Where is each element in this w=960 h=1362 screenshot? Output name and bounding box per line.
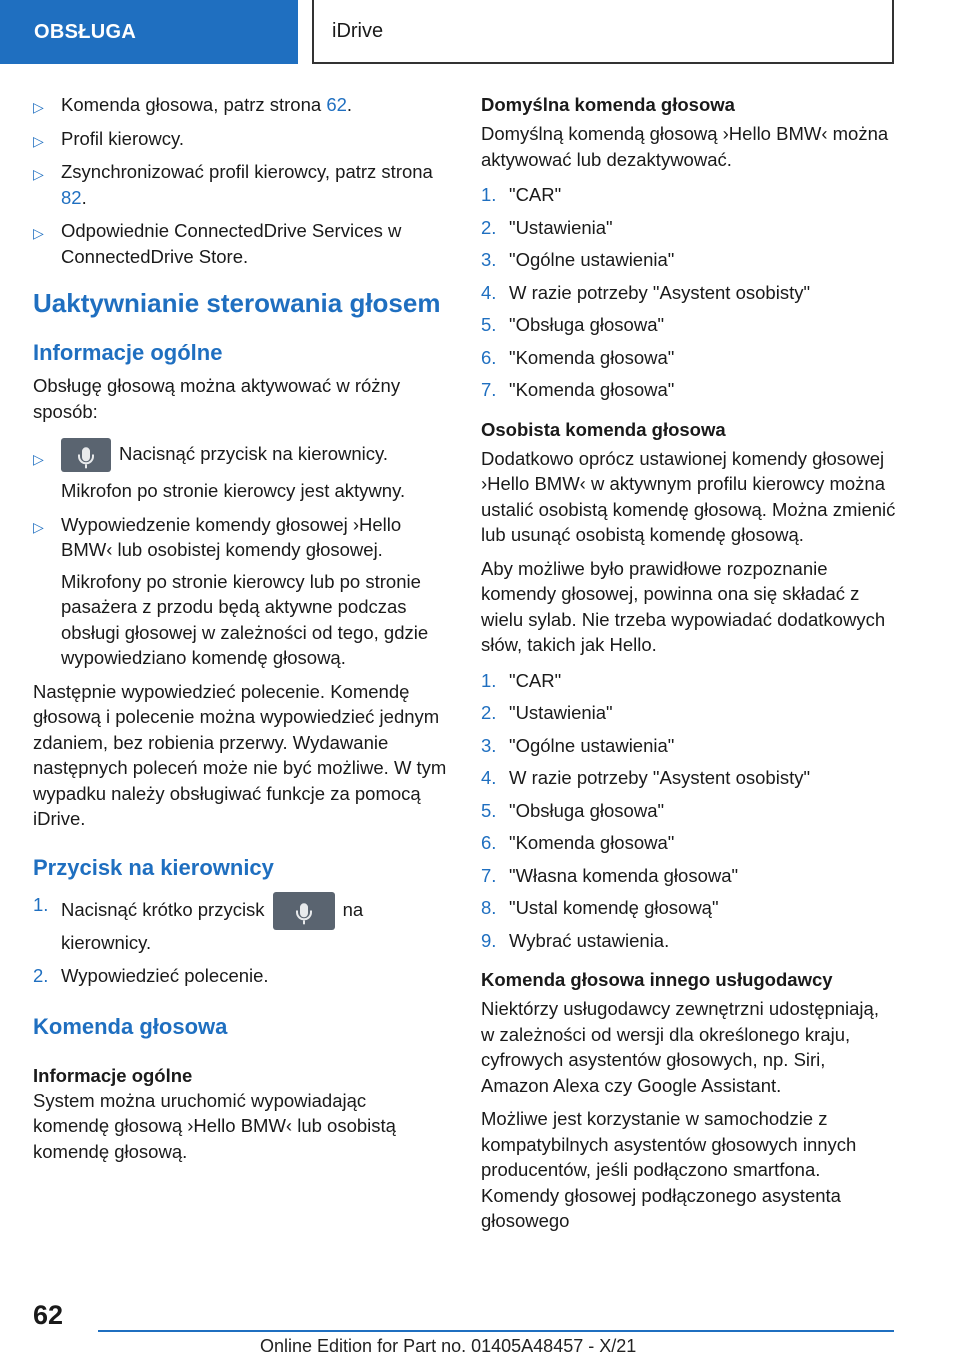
- list-item: ▷ Wypowiedzenie komendy głosowej ›Hello BMW‹ lub osobistej komendy głosowej.: [33, 513, 402, 560]
- step-item: 2. Wypowiedzieć polecenie.: [33, 965, 269, 986]
- step-item: 5. "Obsługa głosowa": [481, 799, 665, 821]
- list-item: ▷ Komenda głosowa, patrz strona 62.: [33, 92, 447, 118]
- paragraph: System można uruchomić wypowiadając komendę głosową ›Hello BMW‹ lub osobistą komendę głosową.: [33, 1089, 396, 1162]
- section-heading: Uaktywnianie sterowania głosem: [33, 288, 441, 318]
- edition-note: Online Edition for Part no. 01405A48457 - X/21: [260, 1336, 637, 1356]
- paragraph: Dodatkowo oprócz ustawionej komendy głosowej ›Hello BMW‹ w aktywnym profilu kierowcy można ustalić osobistą komendę głosową. Można zmienić lub usunąć osobistą komendę głosową.: [481, 447, 896, 545]
- paragraph: Możliwe jest korzystanie w samochodzie z kompatybilnych asystentów głosowych innych producentów, jeśli podłączono smartfona. Komendy głosowej podłączonego asystenta głosowego: [481, 1108, 857, 1231]
- triangle-bullet-icon: ▷: [33, 99, 44, 115]
- section-title: OBSŁUGA: [34, 20, 137, 43]
- step-item: 7. "Własna komenda głosowa": [481, 864, 739, 886]
- personal-steps-list: [481, 668, 897, 954]
- page-link[interactable]: 62: [326, 94, 347, 115]
- step-item: 6. "Komenda głosowa": [481, 832, 675, 853]
- step-item: 3. "Ogólne ustawienia": [481, 734, 675, 756]
- microphone-button-icon: [61, 438, 111, 472]
- triangle-bullet-icon: ▷: [33, 451, 44, 467]
- step-item: 7. "Komenda głosowa": [481, 379, 675, 400]
- paragraph: Obsługę głosową można aktywować w różny sposób:: [33, 375, 401, 422]
- list-item: ▷ Zsynchronizować profil kierowcy, patrz strona 82.: [33, 161, 433, 208]
- step-item: 1. "CAR": [481, 669, 562, 691]
- triangle-bullet-icon: ▷: [33, 225, 44, 241]
- step-item: 2. "Ustawienia": [481, 216, 613, 238]
- list-item: ▷ Odpowiednie ConnectedDrive Services w ConnectedDrive Store.: [33, 220, 402, 267]
- chapter-header: [312, 0, 894, 64]
- triangle-bullet-icon: ▷: [33, 166, 44, 182]
- paragraph: Następnie wypowiedzieć polecenie. Komendę głosową i polecenie można wypowiedzieć jednym zdaniem, bez robienia przerwy. Wydawanie następnych poleceń może nie być możliwe. W tym wypadku należy obsługiwać funkcje za pomocą iDrive.: [33, 680, 447, 829]
- microphone-button-icon: [273, 892, 335, 930]
- paragraph: Niektórzy usługodawcy zewnętrzni udostępniają, w zależności od wersji dla określonego kraju, cyfrowych asystentów głosowych, np. Siri, Amazon Alexa czy Google Assistant.: [481, 998, 879, 1096]
- subsection-heading: Informacje ogólne: [33, 340, 223, 365]
- right-column: [481, 92, 897, 1234]
- step-item: 8. "Ustal komendę głosową": [481, 897, 719, 918]
- page-link[interactable]: 82: [61, 186, 82, 208]
- paragraph: Domyślną komendą głosową ›Hello BMW‹ można aktywować lub dezaktywować.: [481, 123, 889, 170]
- step-item: 4. W razie potrzeby "Asystent osobisty": [481, 767, 811, 788]
- default-steps-list: [481, 182, 897, 403]
- section-tab: [0, 0, 298, 64]
- paragraph: Mikrofony po stronie kierowcy lub po stronie pasażera z przodu będą aktywne podczas obsługi głosowej w zależności od tego, gdzie wypowiedziano komendę głosową.: [61, 570, 429, 668]
- triangle-bullet-icon: ▷: [33, 132, 44, 149]
- page-number: 62: [33, 1300, 64, 1330]
- subsection-heading: Komenda głosowa: [33, 1013, 228, 1039]
- footer-divider: [98, 1330, 894, 1332]
- step-item: 9. Wybrać ustawienia.: [481, 929, 670, 951]
- step-item: 5. "Obsługa głosowa": [481, 314, 665, 335]
- minor-heading: Komenda głosowa innego usługodawcy: [481, 969, 833, 990]
- minor-heading: Osobista komenda głosowa: [481, 418, 726, 440]
- step-item: 6. "Komenda głosowa": [481, 346, 675, 368]
- paragraph: Mikrofon po stronie kierowcy jest aktywny.: [61, 480, 406, 501]
- subsection-heading: Przycisk na kierownicy: [33, 854, 274, 880]
- step-item: 4. W razie potrzeby "Asystent osobisty": [481, 281, 811, 303]
- step-item: 2. "Ustawienia": [481, 702, 613, 723]
- paragraph: Aby możliwe było prawidłowe rozpoznanie komendy głosowej, powinna ona się składać z wielu sylab. Nie trzeba wypowiadać dodatkowych słów, takich jak Hello.: [481, 557, 886, 655]
- left-column: [33, 92, 447, 1164]
- minor-heading: Informacje ogólne: [33, 1064, 193, 1086]
- minor-heading: Domyślna komenda głosowa: [481, 94, 735, 115]
- list-item: ▷ Nacisnąć przycisk na kierownicy.: [33, 438, 447, 472]
- step-item: 3. "Ogólne ustawienia": [481, 249, 675, 270]
- triangle-bullet-icon: ▷: [33, 518, 44, 535]
- list-item: ▷ Profil kierowcy.: [33, 126, 447, 152]
- chapter-title: iDrive: [332, 19, 384, 42]
- step-item: 1. Nacisnąć krótko przycisk na kierownicy.: [33, 893, 364, 953]
- step-item: 1. "CAR": [481, 184, 562, 205]
